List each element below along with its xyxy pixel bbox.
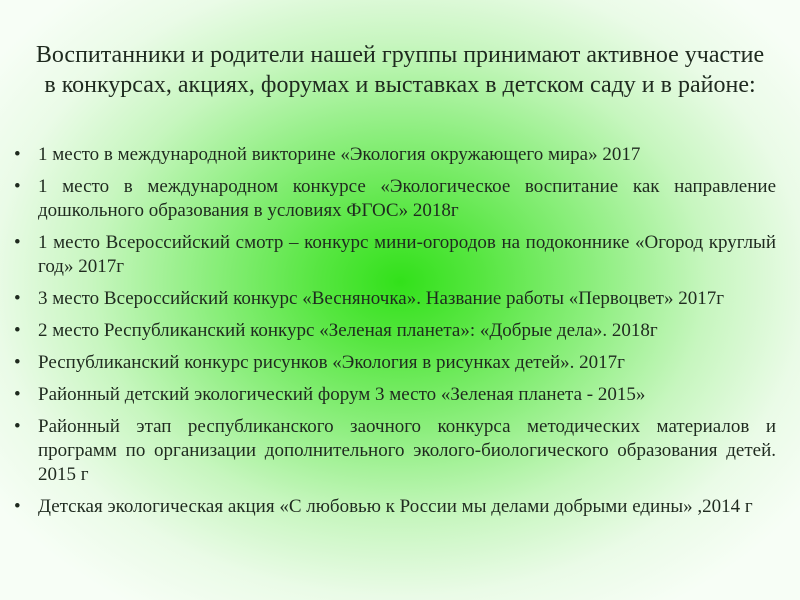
bullet-icon: • <box>14 416 21 437</box>
list-item <box>14 319 776 343</box>
list-item <box>14 143 776 167</box>
bullet-icon: • <box>14 496 21 517</box>
bullet-icon: • <box>14 352 21 373</box>
bullet-icon: • <box>14 232 21 253</box>
list-item-text: 3 место Всероссийский конкурс «Весняночка». Название работы «Первоцвет» 2017г <box>38 288 725 309</box>
list-item <box>14 175 776 223</box>
list-item-text: 1 место в международной викторине «Экология окружающего мира» 2017 <box>38 144 641 165</box>
list-item <box>14 287 776 311</box>
list-item <box>14 495 776 519</box>
list-item <box>14 415 776 487</box>
list-item-text: Детская экологическая акция «С любовью к России мы делами добрыми едины» ,2014 г <box>38 496 753 517</box>
bullet-icon: • <box>14 384 21 405</box>
slide-title: Воспитанники и родители нашей группы принимают активное участие в конкурсах, акциях, форумах и выставках в детском саду и в районе: <box>35 42 765 98</box>
bullet-icon: • <box>14 144 21 165</box>
list-item <box>14 231 776 279</box>
list-item-text: 1 место Всероссийский смотр – конкурс мини-огородов на подоконнике «Огород круглый год» 2017г <box>38 232 776 277</box>
list-item <box>14 351 776 375</box>
list-item <box>14 383 776 407</box>
bullet-icon: • <box>14 176 21 197</box>
bullet-icon: • <box>14 320 21 341</box>
list-item-text: 2 место Республиканский конкурс «Зеленая планета»: «Добрые дела». 2018г <box>38 320 658 341</box>
list-item-text: 1 место в международном конкурсе «Экологическое воспитание как направление дошкольного образования в условиях ФГОС» 2018г <box>38 176 776 221</box>
list-item-text: Республиканский конкурс рисунков «Экология в рисунках детей». 2017г <box>38 352 625 373</box>
achievements-list <box>14 143 776 527</box>
list-item-text: Районный детский экологический форум 3 место «Зеленая планета - 2015» <box>38 384 646 405</box>
list-item-text: Районный этап республиканского заочного конкурса методических материалов и программ по организации дополнительного эколого-биологического образования детей. 2015 г <box>38 416 776 485</box>
bullet-icon: • <box>14 288 21 309</box>
